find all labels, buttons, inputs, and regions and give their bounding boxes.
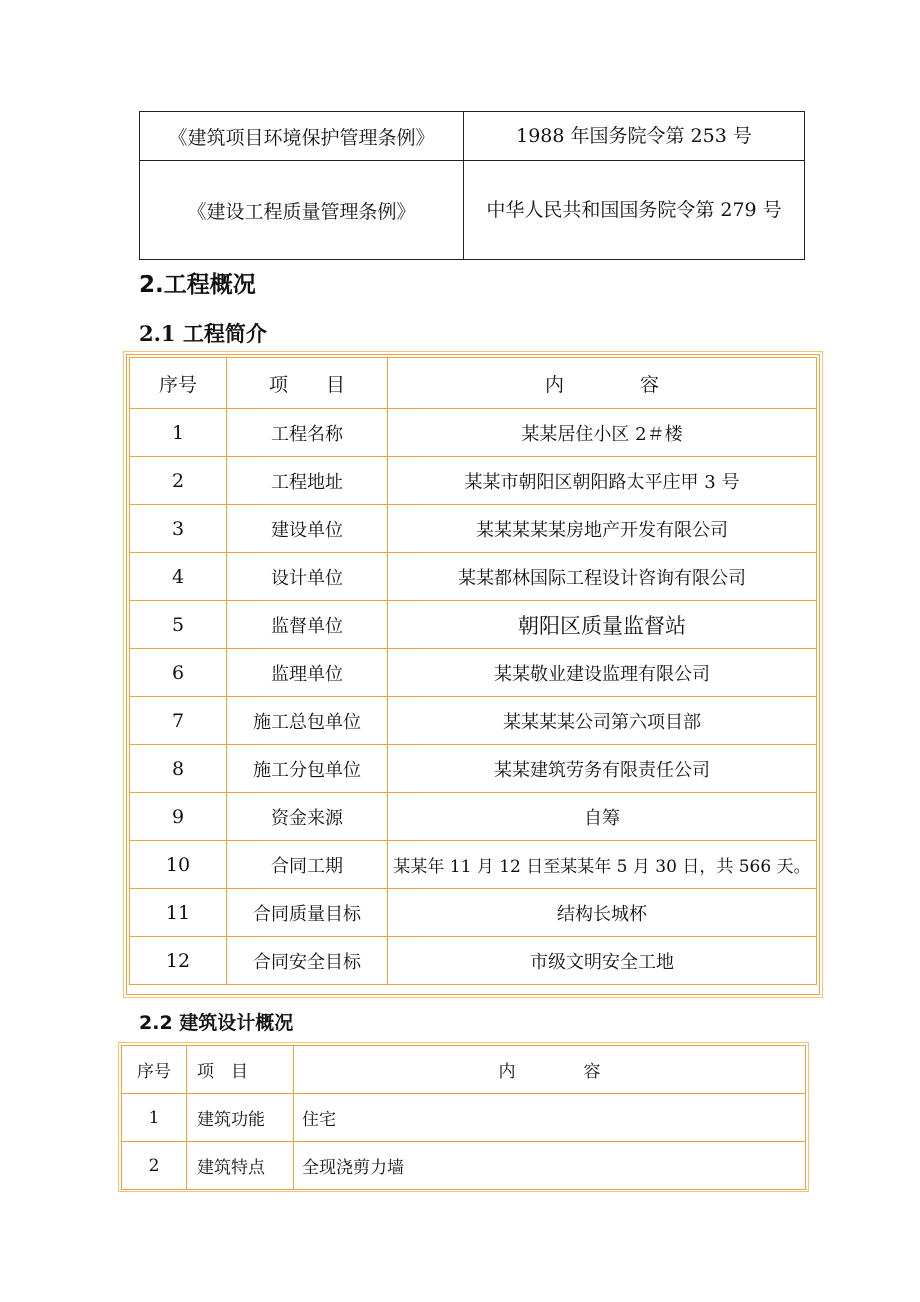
row-no: 1: [130, 409, 227, 457]
row-item: 建设单位: [227, 505, 388, 553]
project-overview-table: [129, 357, 817, 985]
row-no: 7: [130, 697, 227, 745]
row-item: 合同质量目标: [227, 889, 388, 937]
row-content: 某某敬业建设监理有限公司: [388, 649, 817, 697]
header-item: 项 目: [227, 358, 388, 409]
table-row: [122, 1094, 806, 1142]
row-content: 某某某某某房地产开发有限公司: [388, 505, 817, 553]
table-row: [130, 505, 817, 553]
row-item: 工程地址: [227, 457, 388, 505]
table-row: [130, 841, 817, 889]
table-row: [130, 697, 817, 745]
table-row: [130, 457, 817, 505]
row-content: 自筹: [388, 793, 817, 841]
row-content: 市级文明安全工地: [388, 937, 817, 985]
regulation-row: [140, 161, 805, 260]
row-item: 合同安全目标: [227, 937, 388, 985]
header-content: 内 容: [388, 358, 817, 409]
table-header-row: [130, 358, 817, 409]
section-2-2-heading: 2.2 建筑设计概况: [139, 1012, 294, 1034]
row-item: 资金来源: [227, 793, 388, 841]
table-row: [130, 889, 817, 937]
row-no: 1: [122, 1094, 187, 1142]
header-content: 内 容: [294, 1046, 806, 1094]
regulation-source: 1988 年国务院令第 253 号: [464, 112, 805, 161]
regulation-name: 《建设工程质量管理条例》: [140, 161, 464, 260]
row-no: 3: [130, 505, 227, 553]
row-item: 建筑特点: [187, 1142, 294, 1190]
row-no: 12: [130, 937, 227, 985]
section-2-heading: 2.工程概况: [139, 272, 256, 298]
row-content: 某某市朝阳区朝阳路太平庄甲 3 号: [388, 457, 817, 505]
row-item: 设计单位: [227, 553, 388, 601]
row-content: 朝阳区质量监督站: [388, 601, 817, 649]
table-row: [122, 1142, 806, 1190]
row-no: 10: [130, 841, 227, 889]
regulation-name: 《建筑项目环境保护管理条例》: [140, 112, 464, 161]
table-row: [130, 745, 817, 793]
row-content: 结构长城杯: [388, 889, 817, 937]
header-item: 项 目: [187, 1046, 294, 1094]
table-row: [130, 793, 817, 841]
row-content: 某某建筑劳务有限责任公司: [388, 745, 817, 793]
table-row: [130, 649, 817, 697]
table-row: [130, 937, 817, 985]
row-no: 6: [130, 649, 227, 697]
row-content: 某某都林国际工程设计咨询有限公司: [388, 553, 817, 601]
header-no: 序号: [122, 1046, 187, 1094]
row-no: 8: [130, 745, 227, 793]
row-content: 住宅: [294, 1094, 806, 1142]
row-content: 全现浇剪力墙: [294, 1142, 806, 1190]
table-row: [130, 553, 817, 601]
regulations-table: [139, 111, 805, 260]
row-item: 工程名称: [227, 409, 388, 457]
table-row: [130, 409, 817, 457]
row-item: 施工总包单位: [227, 697, 388, 745]
architecture-design-table: [121, 1045, 806, 1190]
table-row: [130, 601, 817, 649]
row-no: 4: [130, 553, 227, 601]
row-no: 5: [130, 601, 227, 649]
row-item: 监督单位: [227, 601, 388, 649]
row-no: 2: [122, 1142, 187, 1190]
row-item: 合同工期: [227, 841, 388, 889]
row-no: 2: [130, 457, 227, 505]
row-no: 11: [130, 889, 227, 937]
row-content: 某某某某公司第六项目部: [388, 697, 817, 745]
row-item: 建筑功能: [187, 1094, 294, 1142]
header-no: 序号: [130, 358, 227, 409]
regulation-source: 中华人民共和国国务院令第 279 号: [464, 161, 805, 260]
row-content: 某某居住小区 2＃楼: [388, 409, 817, 457]
row-item: 监理单位: [227, 649, 388, 697]
row-item: 施工分包单位: [227, 745, 388, 793]
table-header-row: [122, 1046, 806, 1094]
section-2-1-heading: 2.1 工程简介: [139, 321, 267, 346]
row-content: 某某年 11 月 12 日至某某年 5 月 30 日，共 566 天。: [388, 841, 817, 889]
regulation-row: [140, 112, 805, 161]
row-no: 9: [130, 793, 227, 841]
